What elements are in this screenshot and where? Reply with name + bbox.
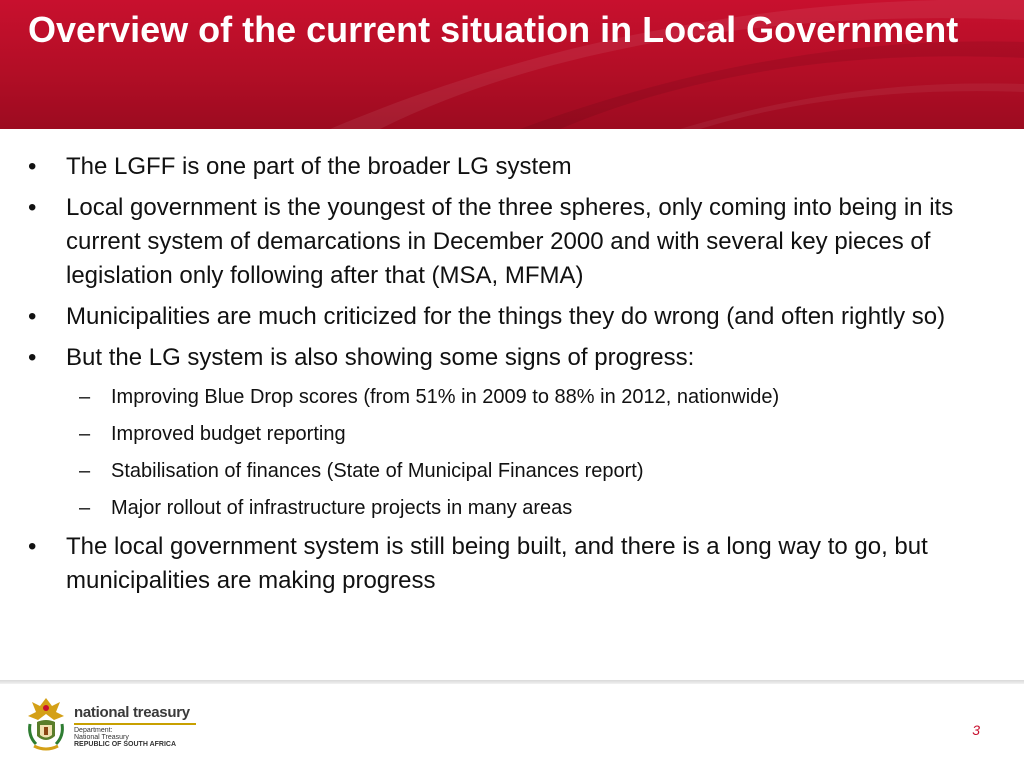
bullet-marker: • [28, 153, 37, 180]
dash-marker: – [79, 423, 91, 445]
bullet-text: Local government is the youngest of the three spheres, only coming into being in its current system of demarcations in December 2000 and with several key pieces of legislation only following after that (MSA, MFMA) [66, 194, 954, 289]
sub-bullet-text: Improved budget reporting [111, 423, 346, 445]
bullet-list [0, 150, 1024, 605]
logo-department-line: Department: [74, 727, 113, 734]
slide-title: Overview of the current situation in Local Government [28, 9, 959, 50]
logo-brand-name: national treasury [74, 704, 190, 721]
logo-department-line: National Treasury [74, 734, 129, 741]
national-treasury-logo [26, 696, 190, 754]
logo-country-line: REPUBLIC OF SOUTH AFRICA [74, 741, 177, 748]
bullet-text: The local government system is still being built, and there is a long way to go, but municipalities are making progress [66, 533, 928, 594]
bullet-item [0, 530, 1024, 598]
bullet-text: But the LG system is also showing some signs of progress: [66, 344, 695, 371]
bullet-marker: • [28, 303, 37, 330]
sub-bullet-text: Improving Blue Drop scores (from 51% in 2009 to 88% in 2012, nationwide) [111, 386, 780, 408]
bullet-item [0, 150, 1024, 184]
page-number: 3 [972, 722, 980, 738]
coat-of-arms-icon [26, 696, 66, 752]
dash-marker: – [79, 386, 91, 408]
sub-bullet-text: Major rollout of infrastructure projects in many areas [111, 497, 573, 519]
sub-bullet-item [0, 493, 1024, 523]
logo-rule [74, 723, 196, 725]
sub-bullet-text: Stabilisation of finances (State of Municipal Finances report) [111, 460, 644, 482]
bullet-item [0, 341, 1024, 375]
dash-marker: – [79, 460, 91, 482]
bullet-marker: • [28, 533, 37, 560]
bullet-text: The LGFF is one part of the broader LG system [66, 153, 572, 180]
bullet-item [0, 191, 1024, 293]
bullet-item [0, 300, 1024, 334]
bullet-marker: • [28, 194, 37, 221]
bullet-text: Municipalities are much criticized for the things they do wrong (and often rightly so) [66, 303, 946, 330]
dash-marker: – [79, 497, 91, 519]
title-banner [0, 0, 1024, 129]
footer-divider [0, 680, 1024, 684]
sub-bullet-item [0, 456, 1024, 486]
bullet-marker: • [28, 344, 37, 371]
sub-bullet-item [0, 419, 1024, 449]
sub-bullet-item [0, 382, 1024, 412]
